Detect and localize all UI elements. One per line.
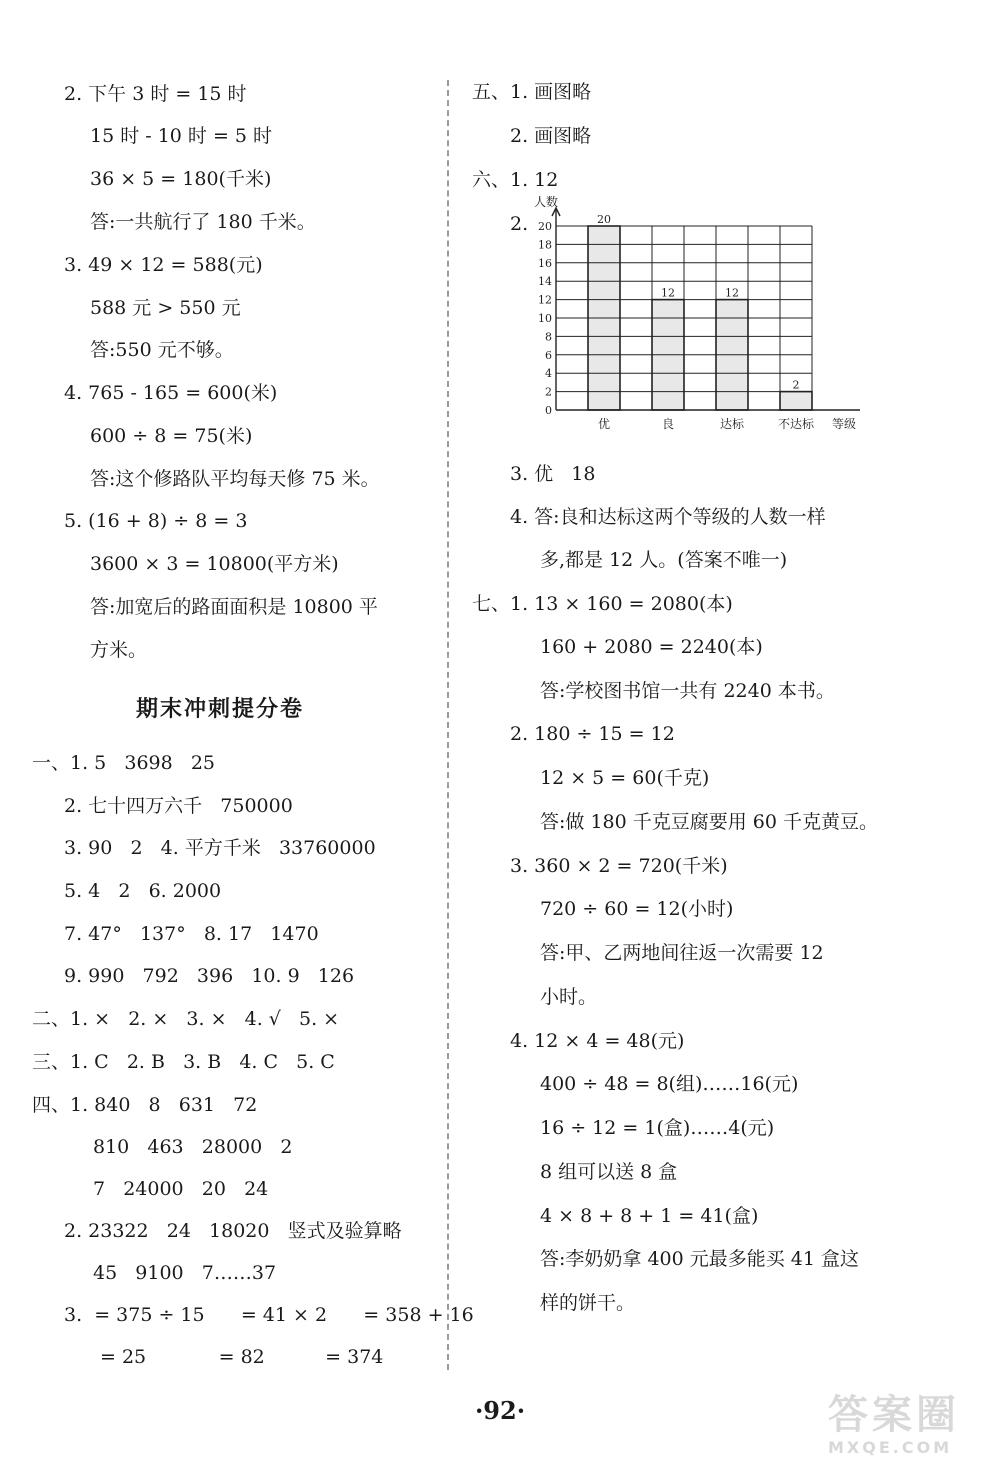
y-tick-label: 6 [545, 348, 552, 362]
data-label: 20 [597, 213, 611, 226]
answer-line: 答:这个修路队平均每天修 75 米。 [90, 468, 380, 490]
answer-line: 2. [510, 213, 529, 235]
y-tick-label: 0 [545, 404, 552, 417]
answer-line: 2. 23322 24 18020 竖式及验算略 [64, 1220, 402, 1242]
answer-line: 12 × 5 = 60(千克) [540, 767, 710, 789]
y-tick-label: 4 [545, 367, 552, 381]
y-tick-label: 2 [545, 385, 552, 399]
answer-line: 答:甲、乙两地间往返一次需要 12 [540, 942, 824, 964]
y-tick-label: 10 [538, 312, 552, 325]
page-number: ·92· [474, 1396, 526, 1425]
data-label: 2 [792, 378, 800, 392]
y-tick-label: 18 [538, 238, 552, 252]
answer-line: 样的饼干。 [540, 1292, 636, 1314]
answer-line: 小时。 [540, 986, 598, 1008]
y-tick-label: 12 [538, 293, 552, 307]
answer-line: 3. 90 2 4. 平方千米 33760000 [64, 837, 376, 859]
answer-line: 160 + 2080 = 2240(本) [540, 636, 763, 658]
answer-line: 多,都是 12 人。(答案不唯一) [540, 549, 788, 571]
answer-line: 3. 360 × 2 = 720(千米) [510, 855, 728, 877]
answer-line: 588 元 > 550 元 [90, 297, 241, 319]
answer-line: 3. 49 × 12 = 588(元) [64, 254, 263, 276]
answer-line: 一、1. 5 3698 25 [32, 752, 216, 774]
answer-line: 15 时 - 10 时 = 5 时 [90, 125, 273, 147]
answer-line: 三、1. C 2. B 3. B 4. C 5. C [32, 1051, 335, 1073]
y-tick-label: 14 [538, 275, 552, 289]
answer-line: 2. 180 ÷ 15 = 12 [510, 723, 675, 745]
answer-line: 3. 优 18 [510, 463, 596, 485]
answer-line: 答:学校图书馆一共有 2240 本书。 [540, 680, 835, 702]
chart-bar [780, 392, 812, 410]
answer-line: 5. (16 + 8) ÷ 8 = 3 [64, 510, 248, 532]
answer-line: 600 ÷ 8 = 75(米) [90, 425, 253, 447]
answer-line: 8 组可以送 8 盒 [540, 1161, 678, 1183]
x-category-label: 不达标 [777, 417, 815, 431]
answer-line: 2. 七十四万六千 750000 [64, 795, 293, 817]
answer-line: 答:一共航行了 180 千米。 [90, 211, 316, 233]
answer-line: 七、1. 13 × 160 = 2080(本) [472, 593, 733, 615]
watermark-url: MXQE.COM [828, 1438, 953, 1457]
answer-line: 四、1. 840 8 631 72 [32, 1094, 258, 1116]
answer-line: 720 ÷ 60 = 12(小时) [540, 898, 734, 920]
section-title: 期末冲刺提分卷 [135, 697, 304, 722]
y-tick-label: 8 [545, 330, 552, 344]
y-tick-label: 20 [538, 220, 552, 233]
answer-line: 4. 答:良和达标这两个等级的人数一样 [510, 506, 826, 528]
answer-line: 45 9100 7……37 [93, 1262, 277, 1284]
x-axis-title: 等级 [831, 417, 857, 431]
answer-line: 7. 47° 137° 8. 17 1470 [64, 923, 319, 945]
answer-line: 4. 765 - 165 = 600(米) [64, 382, 278, 404]
answer-line: 5. 4 2 6. 2000 [64, 880, 222, 902]
answer-line: 答:加宽后的路面面积是 10800 平 [90, 596, 378, 618]
watermark-logo [828, 1392, 988, 1470]
answer-line: 3600 × 3 = 10800(平方米) [90, 553, 339, 575]
x-category-label: 良 [661, 417, 675, 431]
y-tick-label: 16 [538, 256, 552, 270]
answer-line: 36 × 5 = 180(千米) [90, 168, 272, 190]
answer-line: 二、1. × 2. × 3. × 4. √ 5. × [32, 1008, 340, 1030]
answer-line: 3. = 375 ÷ 15 = 41 × 2 = 358 + 16 [64, 1304, 474, 1326]
bar-chart [508, 195, 868, 448]
data-label: 12 [725, 286, 739, 300]
answer-line: 五、1. 画图略 [472, 81, 592, 103]
answer-line: 7 24000 20 24 [93, 1178, 269, 1200]
y-axis-title: 人数 [533, 195, 559, 209]
answer-line: 9. 990 792 396 10. 9 126 [64, 965, 355, 987]
answer-line: 答:做 180 千克豆腐要用 60 千克黄豆。 [540, 811, 879, 833]
answer-line: 方米。 [90, 639, 148, 661]
answer-line: 16 ÷ 12 = 1(盒)……4(元) [540, 1117, 775, 1139]
answer-line: 六、1. 12 [472, 169, 559, 191]
watermark-text: 答案圈 [828, 1392, 960, 1438]
answer-line: 810 463 28000 2 [93, 1136, 293, 1158]
answer-line: 2. 画图略 [510, 125, 592, 147]
answer-line: 4 × 8 + 8 + 1 = 41(盒) [540, 1205, 759, 1227]
answer-line: 答:550 元不够。 [90, 339, 234, 361]
x-category-label: 达标 [719, 417, 745, 431]
answer-line: 4. 12 × 4 = 48(元) [510, 1030, 685, 1052]
answer-line: = 25 = 82 = 374 [100, 1346, 384, 1368]
answer-line: 2. 下午 3 时 = 15 时 [64, 83, 247, 105]
answer-line: 答:李奶奶拿 400 元最多能买 41 盒这 [540, 1248, 860, 1270]
x-category-label: 优 [597, 417, 611, 431]
answer-line: 400 ÷ 48 = 8(组)……16(元) [540, 1073, 799, 1095]
column-divider [447, 80, 449, 1370]
data-label: 12 [661, 286, 675, 300]
